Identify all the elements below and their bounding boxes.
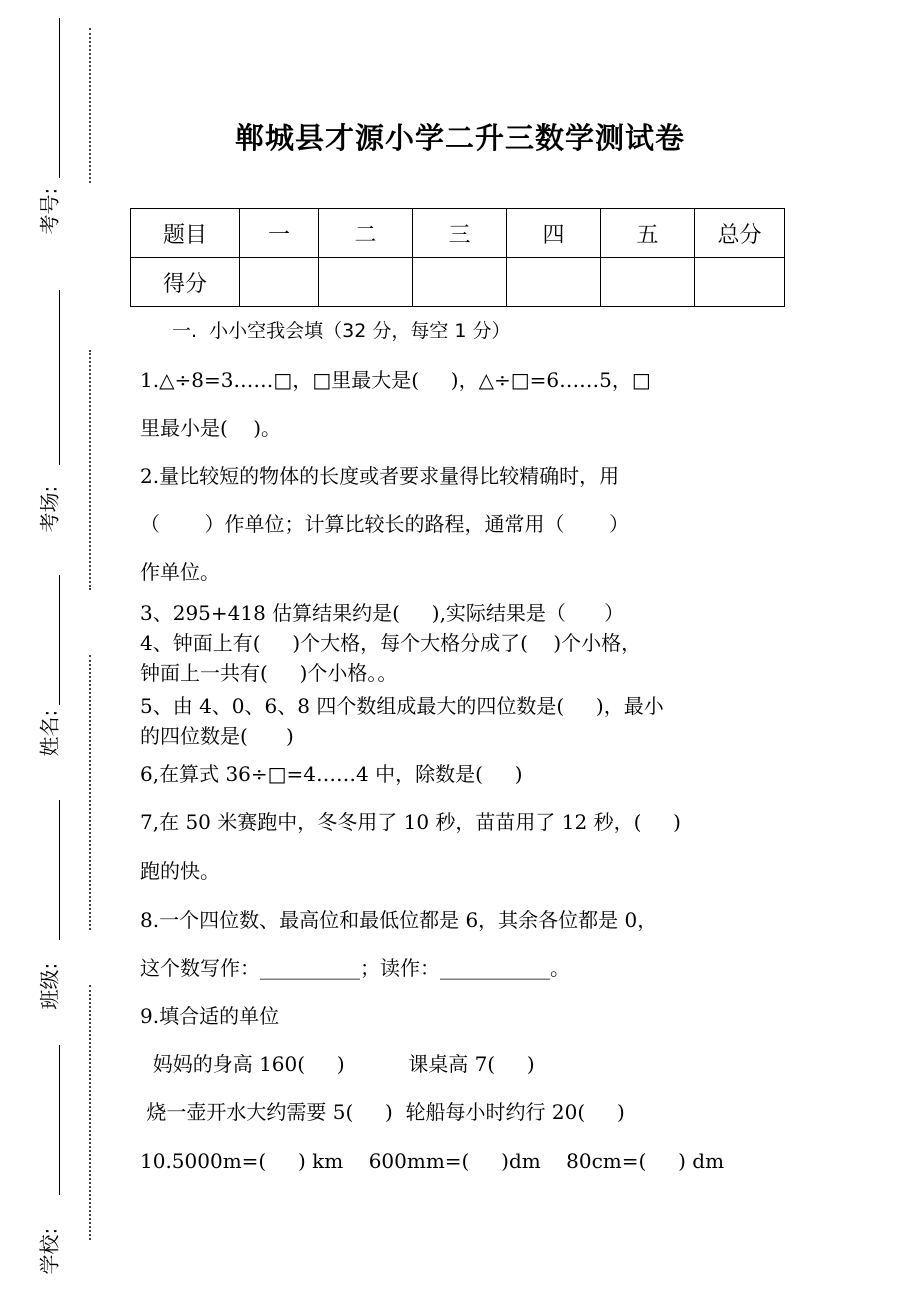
- question-2-line-1: 2.量比较短的物体的长度或者要求量得比较精确时，用: [140, 464, 620, 488]
- question-9-line-2: 烧一壶开水大约需要 5( ) 轮船每小时约行 20( ): [140, 1100, 625, 1124]
- header-cell: 三: [413, 209, 507, 258]
- cut-line: [89, 28, 91, 183]
- question-2-line-2: （ ）作单位；计算比较长的路程，通常用（ ）: [140, 512, 630, 536]
- question-9-heading: 9.填合适的单位: [140, 1004, 280, 1028]
- question-8-line-1: 8.一个四位数、最高位和最低位都是 6，其余各位都是 0，: [140, 908, 658, 932]
- score-cell[interactable]: [507, 258, 601, 307]
- exam-no-label: 考号:: [37, 187, 62, 235]
- question-4-line-1: 4、钟面上有( )个大格，每个大格分成了( )个小格，: [140, 631, 642, 655]
- section-heading: 一. 小小空我会填（32 分，每空 1 分）: [172, 320, 511, 342]
- header-cell: 二: [319, 209, 413, 258]
- binding-line: [59, 1045, 60, 1195]
- question-1-line-1: 1.△÷8=3……□，□里最大是( )，△÷□=6……5，□: [140, 368, 651, 392]
- question-8-line-2: 这个数写作：__________；读作：___________。: [140, 956, 570, 980]
- score-table: [130, 208, 785, 307]
- question-9-line-1: 妈妈的身高 160( ) 课桌高 7( ): [140, 1052, 535, 1076]
- score-cell[interactable]: [695, 258, 785, 307]
- cut-line: [89, 350, 91, 590]
- page-title: 郸城县才源小学二升三数学测试卷: [234, 121, 685, 155]
- binding-line: [59, 290, 60, 465]
- score-table-score-row: [131, 258, 785, 307]
- question-4-line-2: 钟面上一共有( )个小格。。: [140, 661, 398, 685]
- binding-line: [59, 800, 60, 940]
- class-label: 班级:: [37, 962, 62, 1010]
- score-cell[interactable]: [240, 258, 319, 307]
- question-5-line-1: 5、由 4、0、6、8 四个数组成最大的四位数是( )，最小: [140, 694, 664, 718]
- score-cell[interactable]: [601, 258, 695, 307]
- score-table-header-row: [131, 209, 785, 258]
- cut-line: [89, 655, 91, 930]
- score-cell[interactable]: [413, 258, 507, 307]
- question-3: 3、295+418 估算结果约是( ),实际结果是（ ）: [140, 601, 625, 625]
- score-cell[interactable]: [319, 258, 413, 307]
- question-7-line-1: 7,在 50 米赛跑中，冬冬用了 10 秒，苗苗用了 12 秒，( ): [140, 810, 681, 834]
- header-cell: 一: [240, 209, 319, 258]
- header-cell: 总分: [695, 209, 785, 258]
- header-cell: 五: [601, 209, 695, 258]
- question-5-line-2: 的四位数是( ): [140, 724, 294, 748]
- question-7-line-2: 跑的快。: [140, 859, 220, 883]
- question-6: 6,在算式 36÷□=4……4 中，除数是( ): [140, 762, 523, 786]
- question-1-line-2: 里最小是( )。: [140, 416, 282, 440]
- header-cell: 四: [507, 209, 601, 258]
- header-cell: 题目: [131, 209, 240, 258]
- binding-line: [59, 575, 60, 705]
- name-label: 姓名:: [37, 709, 62, 757]
- row-label: 得分: [131, 258, 240, 307]
- school-label: 学校:: [37, 1227, 62, 1275]
- cut-line: [89, 985, 91, 1240]
- question-2-line-3: 作单位。: [140, 560, 220, 584]
- exam-room-label: 考场:: [37, 485, 62, 533]
- question-10: 10.5000m=( ) km 600mm=( )dm 80cm=( ) dm: [140, 1149, 725, 1173]
